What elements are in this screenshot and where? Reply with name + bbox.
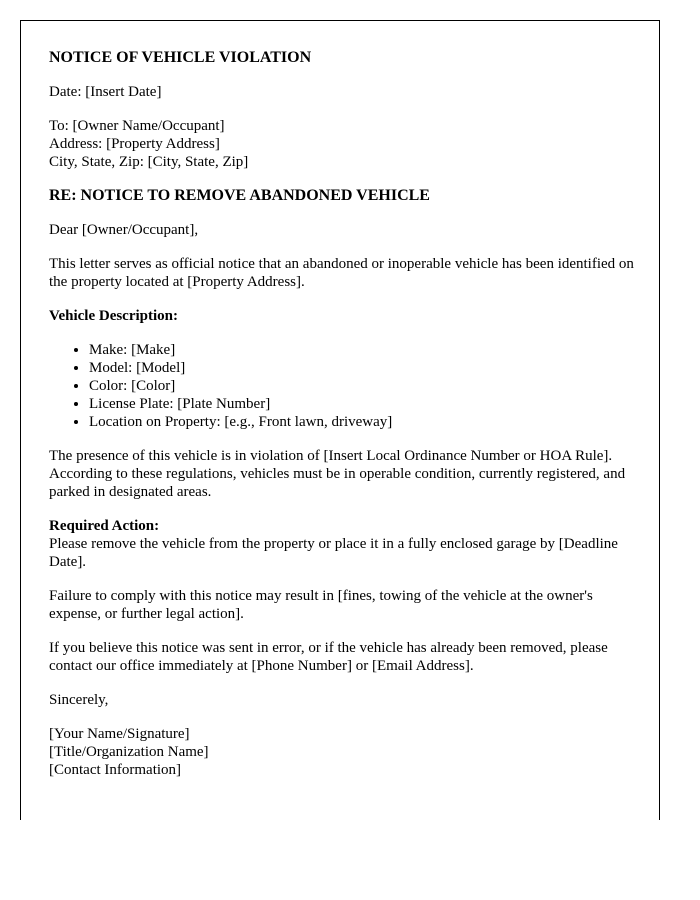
recipient-address: Address: [Property Address] — [49, 136, 220, 152]
salutation: Dear [Owner/Occupant], — [49, 222, 199, 238]
list-item-license-plate: • License Plate: [Plate Number] — [89, 395, 639, 413]
required-action-heading: Required Action: — [49, 518, 160, 534]
signature-block — [49, 725, 639, 779]
signature-name: [Your Name/Signature] — [49, 726, 190, 742]
recipient-block — [49, 117, 639, 171]
letter-date: Date: [Insert Date] — [49, 84, 162, 100]
letter-content — [49, 49, 639, 795]
intro-paragraph: This letter serves as official notice that an abandoned or inoperable vehicle has been identified on the property located at [Property Address]. — [49, 256, 634, 290]
failure-paragraph: Failure to comply with this notice may result in [fines, towing of the vehicle at the owner's expense, or further legal action]. — [49, 588, 593, 622]
list-item-model: • Model: [Model] — [89, 359, 639, 377]
signature-title: [Title/Organization Name] — [49, 744, 209, 760]
contact-paragraph: If you believe this notice was sent in error, or if the vehicle has already been removed, please contact our office immediately at [Phone Number] or [Email Address]. — [49, 640, 608, 674]
list-item-location: • Location on Property: [e.g., Front lawn, driveway] — [89, 413, 639, 431]
re-heading: RE: NOTICE TO REMOVE ABANDONED VEHICLE — [49, 187, 430, 204]
recipient-city-state-zip: City, State, Zip: [City, State, Zip] — [49, 154, 249, 170]
recipient-name: To: [Owner Name/Occupant] — [49, 118, 225, 134]
letter-title: NOTICE OF VEHICLE VIOLATION — [49, 49, 312, 66]
vehicle-description-heading: Vehicle Description: — [49, 308, 179, 324]
list-item-color: • Color: [Color] — [89, 377, 639, 395]
required-action-block — [49, 517, 639, 571]
closing: Sincerely, — [49, 692, 109, 708]
violation-paragraph: The presence of this vehicle is in violation of [Insert Local Ordinance Number or HOA Rule]. According to these regulations, vehicles must be in operable condition, currently registered, and parked in designated areas. — [49, 448, 626, 500]
letter-page — [20, 20, 660, 820]
signature-contact: [Contact Information] — [49, 762, 182, 778]
vehicle-description-list — [49, 341, 639, 431]
list-item-make: • Make: [Make] — [89, 341, 639, 359]
required-action-text: Please remove the vehicle from the property or place it in a fully enclosed garage by [Deadline Date]. — [49, 536, 618, 570]
